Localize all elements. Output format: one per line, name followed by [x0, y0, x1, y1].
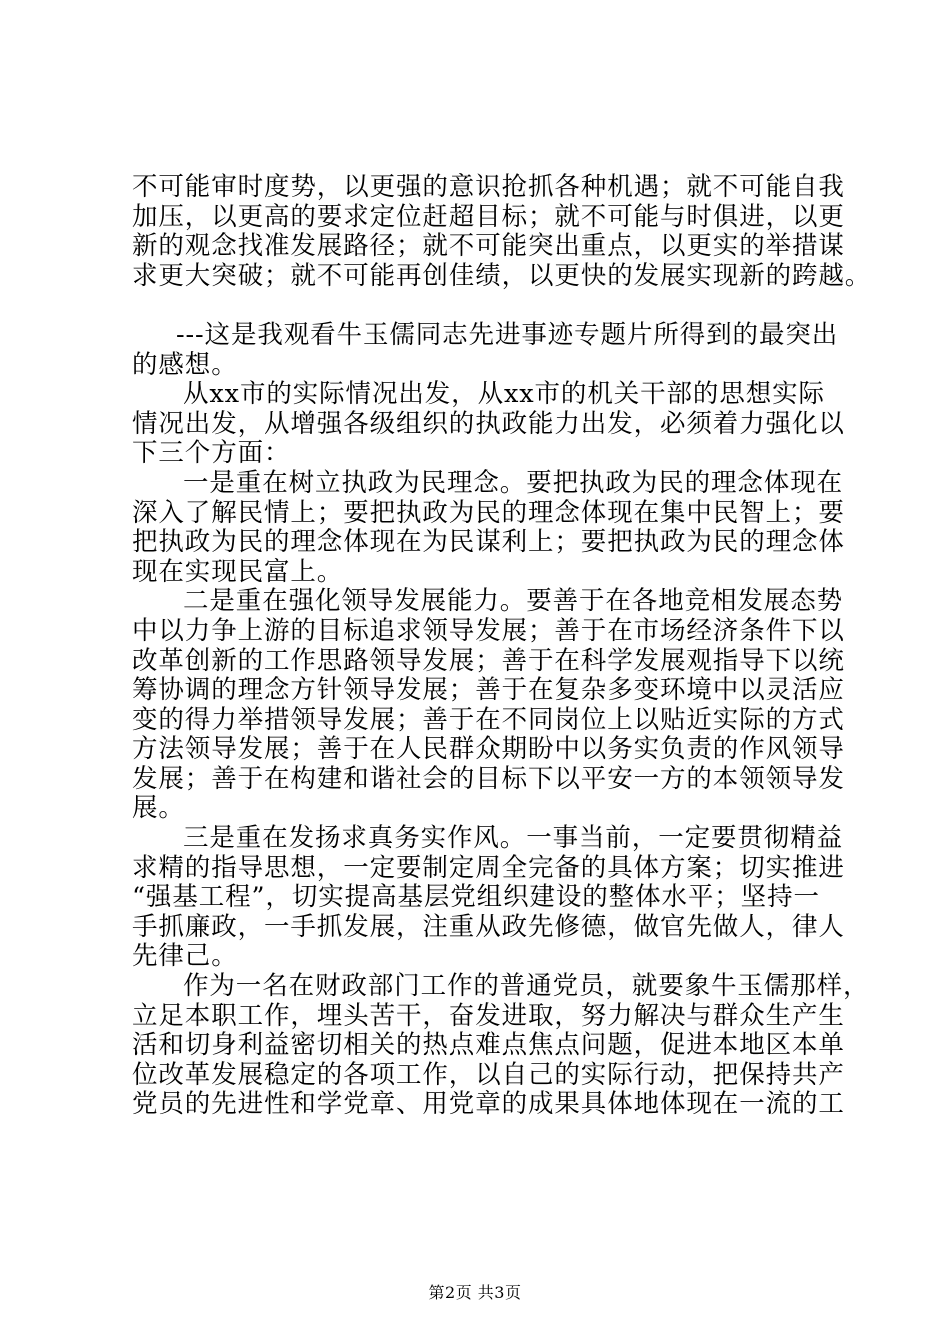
- text-line: 方法领导发展；善于在人民群众期盼中以务实负责的作风领导: [132, 734, 845, 765]
- text-line: 一是重在树立执政为民理念。要把执政为民的理念体现在: [183, 467, 844, 498]
- text-line: 手抓廉政，一手抓发展，注重从政先修德，做官先做人，律人: [132, 911, 845, 942]
- text-line: 不可能审时度势，以更强的意识抢抓各种机遇；就不可能自我: [132, 172, 845, 202]
- text-line: 下三个方面：: [132, 438, 291, 469]
- text-line: 变的得力举措领导发展；善于在不同岗位上以贴近实际的方式: [132, 704, 845, 735]
- text-line: 情况出发，从增强各级组织的执政能力出发，必须着力强化以: [132, 408, 845, 439]
- text-line: 加压，以更高的要求定位赶超目标；就不可能与时俱进，以更: [132, 201, 845, 232]
- text-line: 的感想。: [132, 349, 238, 380]
- text-line: 把执政为民的理念体现在为民谋利上；要把执政为民的理念体: [132, 527, 845, 558]
- text-line: 三是重在发扬求真务实作风。一事当前，一定要贯彻精益: [183, 823, 844, 854]
- text-line: 从xx市的实际情况出发，从xx市的机关干部的思想实际: [183, 379, 825, 410]
- text-line: 改革创新的工作思路领导发展；善于在科学发展观指导下以统: [132, 645, 845, 676]
- text-line: 新的观念找准发展路径；就不可能突出重点，以更实的举措谋: [132, 231, 845, 262]
- text-line: 现在实现民富上。: [132, 556, 344, 587]
- text-line: 党员的先进性和学党章、用党章的成果具体地体现在一流的工: [132, 1089, 845, 1120]
- text-line: 中以力争上游的目标追求领导发展；善于在市场经济条件下以: [132, 615, 845, 646]
- text-line: ---这是我观看牛玉儒同志先进事迹专题片所得到的最突出: [176, 319, 839, 350]
- text-line: 位改革发展稳定的各项工作，以自己的实际行动，把保持共产: [132, 1059, 845, 1090]
- text-line: 求更大突破；就不可能再创佳绩，以更快的发展实现新的跨越。: [132, 260, 872, 291]
- text-line: 作为一名在财政部门工作的普通党员，就要象牛玉儒那样，: [183, 971, 870, 1002]
- document-body: [132, 172, 872, 1120]
- text-line: 立足本职工作，埋头苦干，奋发进取，努力解决与群众生产生: [132, 1000, 845, 1031]
- text-line: 深入了解民情上；要把执政为民的理念体现在集中民智上；要: [132, 497, 845, 528]
- text-line: 二是重在强化领导发展能力。要善于在各地竞相发展态势: [183, 586, 844, 617]
- text-line: 先律己。: [132, 941, 238, 972]
- text-line: 展。: [132, 793, 185, 824]
- text-line: 筹协调的理念方针领导发展；善于在复杂多变环境中以灵活应: [132, 675, 845, 706]
- text-line: “强基工程”，切实提高基层党组织建设的整体水平；坚持一: [132, 882, 820, 913]
- text-line: 求精的指导思想，一定要制定周全完备的具体方案；切实推进: [132, 852, 845, 883]
- text-line: 活和切身利益密切相关的热点难点焦点问题，促进本地区本单: [132, 1030, 845, 1061]
- text-line: 发展；善于在构建和谐社会的目标下以平安一方的本领领导发: [132, 763, 845, 794]
- paragraph-gap: [132, 291, 847, 321]
- page-number: 第2页 共3页: [428, 1283, 522, 1302]
